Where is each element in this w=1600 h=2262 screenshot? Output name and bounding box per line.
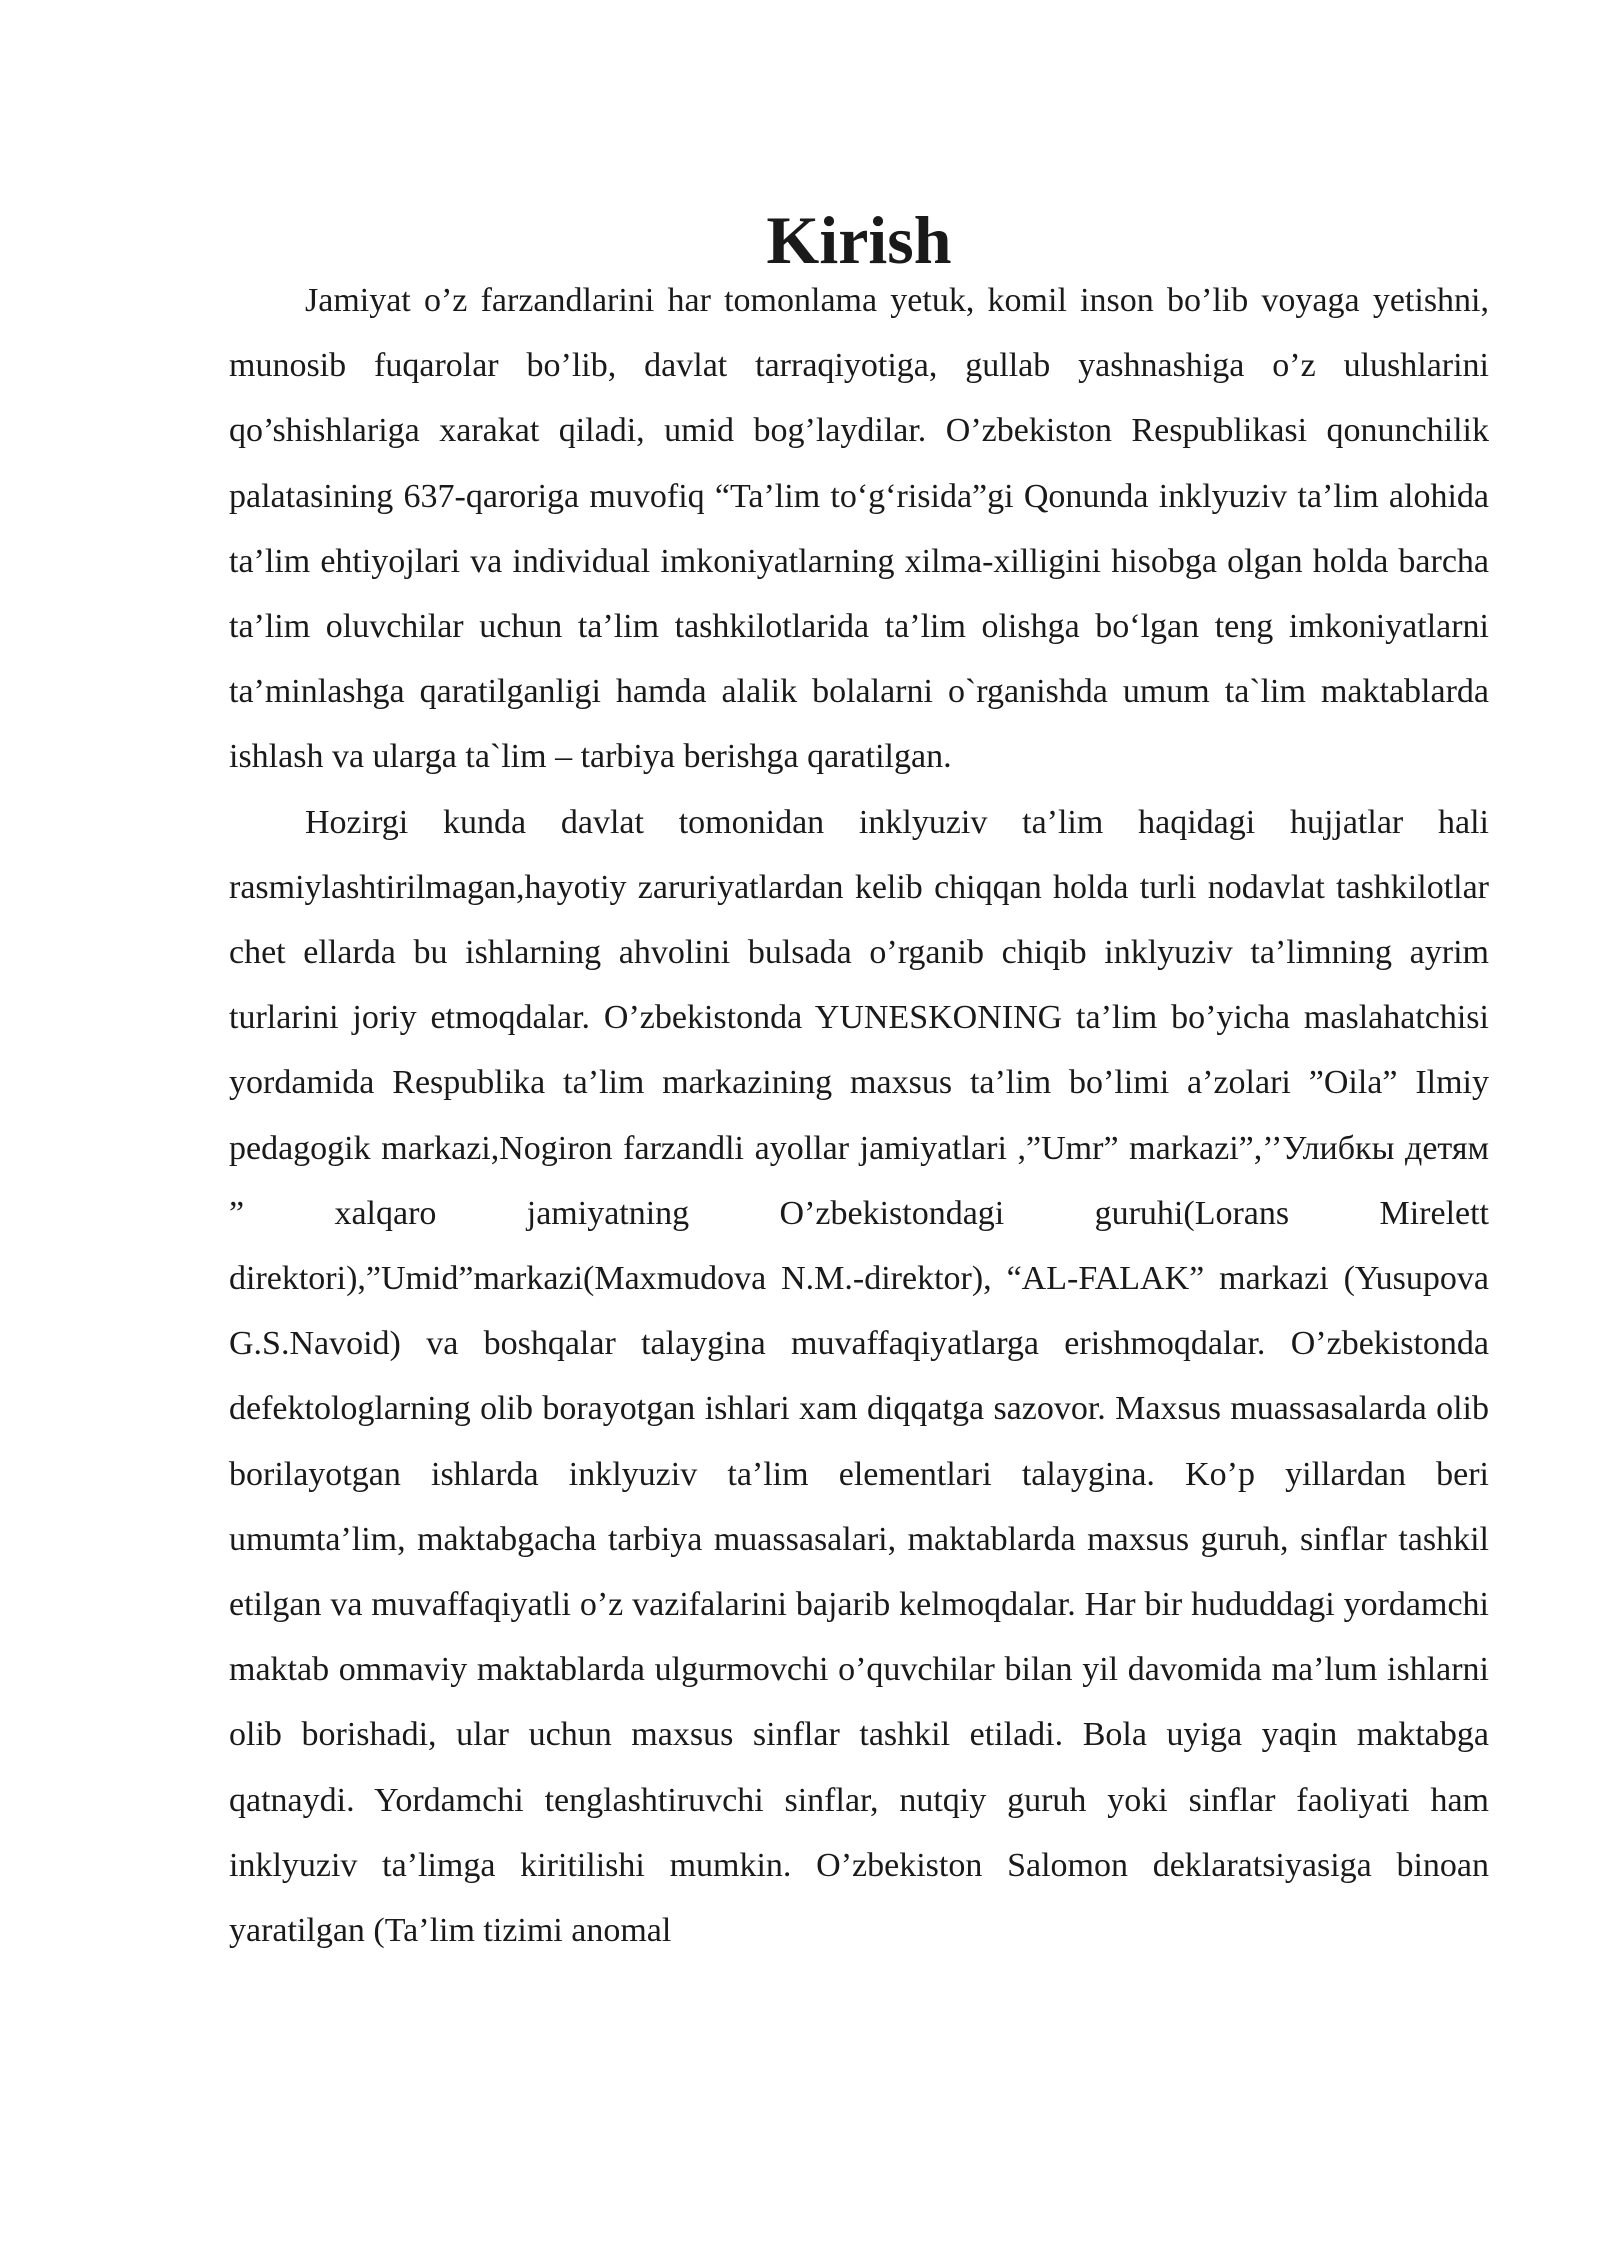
- paragraph: Jamiyat o’z farzandlarini har tomonlama yetuk, komil inson bo’lib voyaga yetishni, munosib fuqarolar bo’lib, davlat tarraqiyotiga, gullab yashnashiga o’z ulushlarini qo’shishlariga xarakat qiladi, umid bog’laydilar. O’zbekiston Respublikasi qonunchilik palatasining 637-qaroriga muvofiq “Ta’lim to‘g‘risida”gi Qonunda inklyuziv ta’lim alohida ta’lim ehtiyojlari va individual imkoniyatlarning xilma-xilligini hisobga olgan holda barcha ta’lim oluvchilar uchun ta’lim tashkilotlarida ta’lim olishga bo‘lgan teng imkoniyatlarni ta’minlashga qaratilganligi hamda alalik bolalarni o`rganishda umum ta`lim maktablarda ishlash va ularga ta`lim – tarbiya berishga qaratilgan.: [229, 282, 1489, 776]
- page-title: Kirish: [766, 202, 952, 278]
- document-body: [229, 202, 1489, 1963]
- paragraph: Hozirgi kunda davlat tomonidan inklyuziv ta’lim haqidagi hujjatlar hali rasmiylashtirilmagan,hayotiy zaruriyatlardan kelib chiqqan holda turli nodavlat tashkilotlar chet ellarda bu ishlarning ahvolini bulsada o’rganib chiqib inklyuziv ta’limning ayrim turlarini joriy etmoqdalar. O’zbekistonda YUNESKONING ta’lim bo’yicha maslahatchisi yordamida Respublika ta’lim markazining maxsus ta’lim bo’limi a’zolari ”Oila” Ilmiy pedagogik markazi,Nogiron farzandli ayollar jamiyatlari ,”Umr” markazi”,’’Улибкы детям ” xalqaro jamiyatning O’zbekistondagi guruhi(Lorans Mirelett direktori),”Umid”markazi(Maxmudova N.M.-direktor), “AL-FALAK” markazi (Yusupova G.S.Navoid) va boshqalar talaygina muvaffaqiyatlarga erishmoqdalar. O’zbekistonda defektologlarning olib borayotgan ishlari xam diqqatga sazovor. Maxsus muassasalarda olib borilayotgan ishlarda inklyuziv ta’lim elementlari talaygina. Ko’p yillardan beri umumta’lim, maktabgacha tarbiya muassasalari, maktablarda maxsus guruh, sinflar tashkil etilgan va muvaffaqiyatli o’z vazifalarini bajarib kelmoqdalar. Har bir hududdagi yordamchi maktab ommaviy maktablarda ulgurmovchi o’quvchilar bilan yil davomida ma’lum ishlarni olib borishadi, ular uchun maxsus sinflar tashkil etiladi. Bola uyiga yaqin maktabga qatnaydi. Yordamchi tenglashtiruvchi sinflar, nutqiy guruh yoki sinflar faoliyati ham inklyuziv ta’limga kiritilishi mumkin. O’zbekiston Salomon deklaratsiyasiga binoan yaratilgan (Ta’lim tizimi anomal: [229, 803, 1489, 1950]
